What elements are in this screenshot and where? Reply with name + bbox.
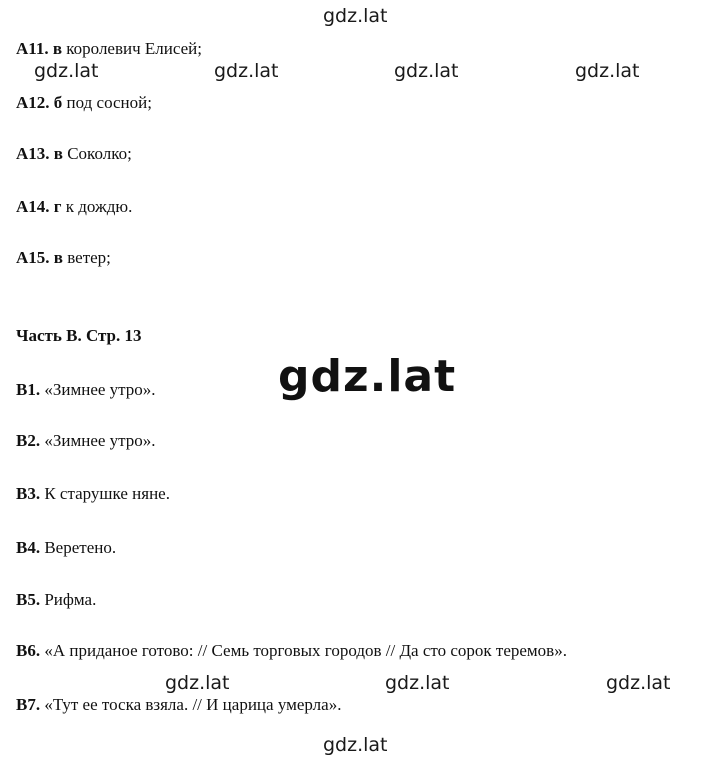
watermark: gdz.lat xyxy=(385,672,450,694)
answer-b1 xyxy=(16,379,156,401)
watermark: gdz.lat xyxy=(165,672,230,694)
question-number: В5. xyxy=(16,590,41,609)
question-number: В6. xyxy=(16,641,41,660)
answer-letter: в xyxy=(53,144,63,163)
watermark: gdz.lat xyxy=(606,672,671,694)
section-heading: Часть В. Стр. 13 xyxy=(16,326,142,345)
answer-a15 xyxy=(16,247,111,269)
answer-a13 xyxy=(16,143,132,165)
answer-text: к дождю. xyxy=(65,197,133,216)
answer-b5 xyxy=(16,589,96,611)
answer-text: «Тут ее тоска взяла. // И царица умерла». xyxy=(44,695,342,714)
answer-text: «Зимнее утро». xyxy=(44,380,156,399)
answer-letter: в xyxy=(53,248,63,267)
watermark: gdz.lat xyxy=(323,5,388,27)
answer-b4 xyxy=(16,537,116,559)
answer-b6 xyxy=(16,640,567,662)
watermark: gdz.lat xyxy=(214,60,279,82)
answer-letter: г xyxy=(53,197,62,216)
answer-text: королевич Елисей; xyxy=(66,39,202,58)
watermark: gdz.lat xyxy=(34,60,99,82)
answer-letter: в xyxy=(52,39,63,58)
question-number: В7. xyxy=(16,695,41,714)
question-number: В1. xyxy=(16,380,41,399)
question-number: А13. xyxy=(16,144,50,163)
question-number: А12. xyxy=(16,93,50,112)
answer-text: под сосной; xyxy=(66,93,152,112)
question-number: А11. xyxy=(16,39,49,58)
watermark: gdz.lat xyxy=(394,60,459,82)
answer-b7 xyxy=(16,694,341,716)
question-number: А15. xyxy=(16,248,50,267)
answer-a12 xyxy=(16,92,152,114)
question-number: В3. xyxy=(16,484,41,503)
answer-text: Соколко; xyxy=(67,144,132,163)
answer-a14 xyxy=(16,196,132,218)
watermark: gdz.lat xyxy=(575,60,640,82)
answer-text: «А приданое готово: // Семь торговых городов // Да сто сорок теремов». xyxy=(44,641,567,660)
question-number: В4. xyxy=(16,538,41,557)
answer-b2 xyxy=(16,430,156,452)
answer-b3 xyxy=(16,483,170,505)
answer-text: К старушке няне. xyxy=(44,484,170,503)
answer-text: Веретено. xyxy=(44,538,117,557)
answer-text: Рифма. xyxy=(44,590,97,609)
watermark: gdz.lat xyxy=(323,734,388,756)
answer-text: «Зимнее утро». xyxy=(44,431,156,450)
answer-letter: б xyxy=(53,93,63,112)
question-number: А14. xyxy=(16,197,50,216)
answer-text: ветер; xyxy=(67,248,111,267)
watermark-large: gdz.lat xyxy=(278,351,457,402)
question-number: В2. xyxy=(16,431,41,450)
answer-a11 xyxy=(16,38,202,60)
